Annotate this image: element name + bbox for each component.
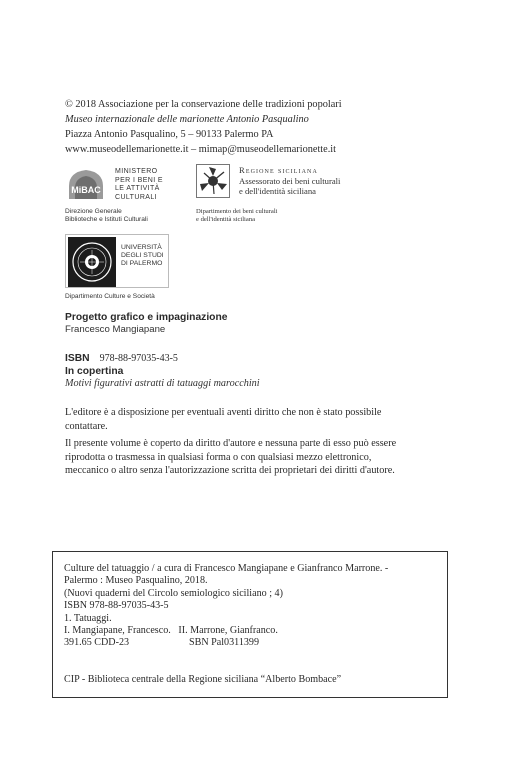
legal-notes [65,406,445,482]
design-heading: Progetto grafico e impaginazione [65,312,228,323]
mibac-logo-text: MiBAC [71,185,101,195]
museum-name: Museo internazionale delle marionette Antonio Pasqualino [65,114,309,125]
regione-siciliana-wordmark [239,165,340,197]
regione-siciliana-caption-line: e dell'identità siciliana [196,216,256,224]
cip-footer: CIP - Biblioteca centrale della Regione siciliana “Alberto Bombace” [64,674,342,685]
cip-line: I. Mangiapane, Francesco. II. Marrone, Gianfranco. [64,625,278,637]
mibac-word: CULTURALI [115,193,157,201]
unipa-word: UNIVERSITÀ [121,244,162,251]
mibac-word: LE ATTIVITÀ [115,185,160,192]
regione-siciliana-caption-line: Dipartimento dei beni culturali [196,208,278,215]
cip-sbn: SBN Pal0311399 [189,637,260,649]
mibac-caption-line: Direzione Generale [65,208,122,215]
cip-line: 1. Tatuaggi. [64,612,112,624]
regione-siciliana-line: Assessorato dei beni culturali [239,175,341,186]
mibac-word: PER I BENI E [115,176,163,184]
isbn-label: ISBN [65,353,90,364]
mibac-wordmark [115,168,163,202]
mibac-caption-line: Biblioteche e Istituti Culturali [65,216,148,224]
note-line: L'editore è a disposizione per eventuali aventi diritto che non è stato possibile [65,407,382,418]
cip-record-box [52,551,448,698]
copyright-line: © 2018 Associazione per la conservazione delle tradizioni popolari [65,99,342,110]
cip-line: (Nuovi quaderni del Circolo semiologico siciliano ; 4) [64,587,283,599]
isbn-line [65,348,178,366]
unipa-seal-icon [68,237,116,287]
regione-siciliana-caption [196,208,277,224]
cover-text: Motivi figurativi astratti di tatuaggi marocchini [65,378,260,389]
cover-heading: In copertina [65,366,124,377]
copyright-note [65,437,445,478]
regione-siciliana-line: e dell'identità siciliana [239,186,316,196]
unipa-word: DI PALERMO [121,260,163,268]
mibac-word: MINISTERO [115,168,158,175]
regione-siciliana-title: Regione siciliana [239,165,318,175]
unipa-caption: Dipartimento Culture e Società [65,293,155,300]
cip-line: ISBN 978-88-97035-43-5 [64,600,169,612]
design-credit [65,311,445,336]
address-line: Piazza Antonio Pasqualino, 5 – 90133 Palermo PA [65,129,274,140]
note-line: meccanico o altro senza l'autorizzazione scritta dei proprietari dei diritti d'autore. [65,465,395,476]
note-line: riprodotta o trasmessa in qualsiasi forma o con qualsiasi mezzo elettronico, [65,451,372,463]
design-name: Francesco Mangiapane [65,324,166,335]
cip-line: Palermo : Museo Pasqualino, 2018. [64,575,208,587]
cip-classification-row [64,637,388,649]
mibac-logo-icon [65,166,107,204]
copyright-block [65,97,485,157]
isbn-value: 978-88-97035-43-5 [99,353,178,364]
note-line: contattare. [65,420,108,432]
trinacria-icon [196,164,230,198]
note-line: Il presente volume è coperto da diritto d'autore e nessuna parte di esso può essere [65,438,397,449]
cip-class-number: 391.65 CDD-23 [64,637,130,649]
unipa-word: DEGLI STUDI [121,252,164,260]
website-email-line: www.museodellemarionette.it – mimap@museodellemarionette.it [65,144,337,155]
unipa-logo [65,234,169,288]
unipa-wordmark [121,244,164,269]
cip-record [64,563,388,650]
cip-line: Culture del tatuaggio / a cura di Francesco Mangiapane e Gianfranco Marrone. - [64,563,389,574]
mibac-caption [65,208,148,224]
rights-holder-note [65,406,445,433]
cover-credit [65,365,260,390]
